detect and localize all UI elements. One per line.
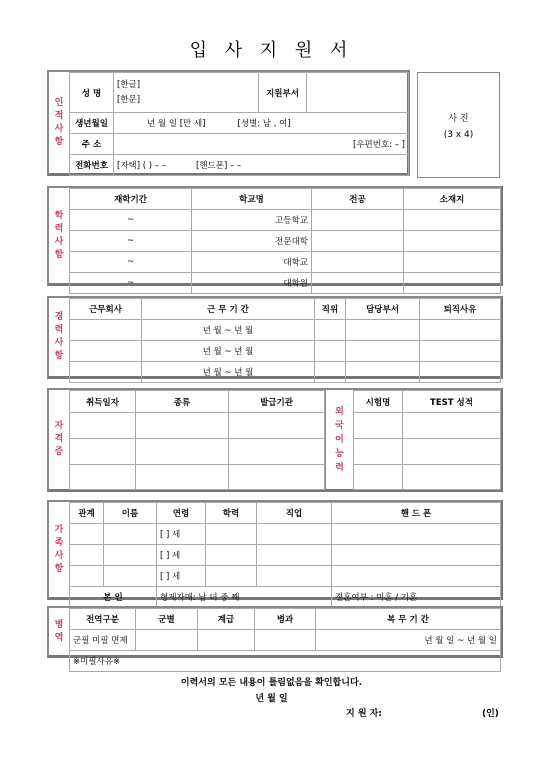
side-char: 증: [54, 447, 64, 457]
phone-field[interactable]: [자택] ( ) – – [핸드폰] – –: [114, 155, 409, 176]
side-char: 역: [54, 632, 64, 643]
side-char: 가: [54, 524, 64, 535]
form-cell[interactable]: [315, 362, 346, 383]
address-field[interactable]: [우편번호: – ]: [114, 134, 409, 155]
side-char: 병: [54, 619, 64, 630]
career-period[interactable]: 년 월 ~ 년 월: [142, 320, 315, 341]
side-char: 국: [335, 420, 344, 431]
lang-header-score: TEST 성적: [403, 391, 501, 413]
photo-box[interactable]: 사 진 (3 x 4): [417, 72, 500, 178]
side-char: 력: [54, 325, 64, 335]
form-cell[interactable]: [404, 210, 501, 231]
form-cell[interactable]: [346, 362, 420, 383]
family-section: [47, 500, 503, 603]
form-cell[interactable]: [229, 465, 325, 490]
gender-field: [성별: 남 , 여]: [237, 119, 291, 129]
form-cell[interactable]: [257, 545, 332, 566]
form-cell[interactable]: [315, 341, 346, 362]
form-cell[interactable]: [206, 566, 257, 587]
military-header-period: 복 무 기 간: [316, 609, 501, 630]
birth-label: 생년월일: [70, 113, 114, 134]
military-header-branch: 군별: [136, 609, 198, 630]
form-cell[interactable]: [312, 231, 404, 252]
family-side-label: [49, 502, 70, 597]
family-header-name: 이름: [104, 503, 157, 524]
career-header-reason: 퇴직사유: [420, 299, 501, 320]
form-cell[interactable]: [136, 630, 198, 651]
edu-header-location: 소재지: [404, 189, 501, 210]
marriage-field[interactable]: 결혼여부 : 미혼 / 기혼: [332, 587, 501, 608]
edu-header-period: 재학기간: [70, 189, 192, 210]
family-header-education: 학력: [206, 503, 257, 524]
career-period[interactable]: 년 월 ~ 년 월: [142, 362, 315, 383]
side-char: 어: [335, 434, 344, 445]
form-cell[interactable]: [229, 439, 325, 465]
form-cell[interactable]: [257, 566, 332, 587]
education-section: [47, 186, 503, 289]
career-header-dept: 담당부서: [346, 299, 420, 320]
language-side-label: [325, 390, 354, 489]
edu-period[interactable]: ~: [70, 231, 192, 252]
form-cell[interactable]: [255, 630, 316, 651]
form-cell[interactable]: [403, 413, 501, 439]
form-cell[interactable]: [420, 341, 501, 362]
form-cell[interactable]: [354, 413, 403, 439]
family-self-label: 본 인: [70, 587, 157, 608]
form-cell[interactable]: [70, 545, 104, 566]
form-cell[interactable]: [332, 566, 501, 587]
family-age[interactable]: [ ] 세: [157, 545, 206, 566]
family-header-age: 연령: [157, 503, 206, 524]
career-side-label: [49, 298, 70, 376]
form-cell[interactable]: [404, 252, 501, 273]
confirm-statement: 이력서의 모든 내용이 틀림없음을 확인합니다.: [180, 678, 363, 688]
form-cell[interactable]: [420, 362, 501, 383]
form-cell[interactable]: [403, 439, 501, 465]
form-cell[interactable]: [315, 320, 346, 341]
military-header-specialty: 병과: [255, 609, 316, 630]
edu-period[interactable]: ~: [70, 210, 192, 231]
form-cell[interactable]: [104, 566, 157, 587]
career-period[interactable]: 년 월 ~ 년 월: [142, 341, 315, 362]
form-cell[interactable]: [312, 273, 404, 294]
edu-school[interactable]: 대학원: [192, 273, 312, 294]
side-char: 력: [54, 223, 64, 234]
license-header-type: 종류: [136, 391, 229, 413]
military-type-options[interactable]: 군필 미필 면제: [70, 630, 136, 651]
form-cell[interactable]: [70, 320, 142, 341]
side-char: 항: [54, 563, 64, 574]
form-cell[interactable]: [346, 320, 420, 341]
form-cell[interactable]: [346, 341, 420, 362]
form-cell[interactable]: [104, 545, 157, 566]
edu-school[interactable]: 대학교: [192, 252, 312, 273]
side-char: 격: [54, 434, 64, 444]
side-char: 력: [335, 462, 344, 473]
address-label: 주 소: [70, 134, 114, 155]
side-char: 사: [54, 550, 64, 561]
license-header-date: 취득일자: [70, 391, 136, 413]
form-cell[interactable]: [104, 524, 157, 545]
military-header-type: 전역구분: [70, 609, 136, 630]
side-char: 경: [54, 312, 64, 322]
siblings-field[interactable]: 형제자매: 남 녀 중 째: [157, 587, 332, 608]
form-cell[interactable]: [70, 362, 142, 383]
side-char: 항: [54, 249, 64, 260]
side-char: 항: [54, 136, 64, 147]
career-header-period: 근 무 기 간: [142, 299, 315, 320]
form-cell[interactable]: [206, 545, 257, 566]
form-cell[interactable]: [70, 465, 136, 490]
career-section: [47, 296, 503, 379]
form-cell[interactable]: [70, 566, 104, 587]
form-cell[interactable]: [332, 524, 501, 545]
family-age[interactable]: [ ] 세: [157, 524, 206, 545]
phone-label: 전화번호: [70, 155, 114, 176]
side-char: 적: [54, 110, 64, 121]
form-cell[interactable]: [420, 320, 501, 341]
personal-section: [47, 70, 410, 176]
signature-date[interactable]: 년 월 일: [255, 694, 288, 704]
side-char: 사: [54, 338, 64, 348]
edu-period[interactable]: ~: [70, 252, 192, 273]
form-cell[interactable]: [70, 439, 136, 465]
dept-label: 지원부서: [259, 73, 307, 113]
seal-mark[interactable]: (인): [482, 709, 499, 719]
form-cell[interactable]: [70, 341, 142, 362]
form-cell[interactable]: [136, 413, 229, 439]
military-section: [47, 606, 503, 667]
side-char: 사: [54, 123, 64, 134]
side-char: 인: [54, 97, 64, 108]
form-cell[interactable]: [332, 545, 501, 566]
side-char: 족: [54, 537, 64, 548]
form-cell[interactable]: [354, 439, 403, 465]
form-cell[interactable]: [198, 630, 255, 651]
edu-school[interactable]: 전문대학: [192, 231, 312, 252]
personal-side-label: [49, 72, 70, 173]
family-age[interactable]: [ ] 세: [157, 566, 206, 587]
career-header-position: 직위: [315, 299, 346, 320]
military-header-rank: 계급: [198, 609, 255, 630]
form-cell[interactable]: [354, 465, 403, 490]
license-side-label: [49, 390, 70, 489]
edu-school[interactable]: 고등학교: [192, 210, 312, 231]
form-cell[interactable]: [312, 210, 404, 231]
form-cell[interactable]: [206, 524, 257, 545]
side-char: 능: [335, 448, 344, 459]
education-side-label: [49, 188, 70, 283]
family-header-relation: 관계: [70, 503, 104, 524]
military-exempt-reason[interactable]: ※미필사유※: [70, 651, 501, 672]
license-header-issuer: 발급기관: [229, 391, 325, 413]
form-cell[interactable]: [136, 465, 229, 490]
form-cell[interactable]: [70, 524, 104, 545]
edu-header-school: 학교명: [192, 189, 312, 210]
military-period[interactable]: 년 월 일 ~ 년 월 일: [316, 630, 501, 651]
edu-period[interactable]: ~: [70, 273, 192, 294]
side-char: 학: [54, 210, 64, 221]
page-title: 입 사 지 원 서: [189, 40, 354, 61]
applicant-label: 지 원 자:: [346, 709, 382, 719]
form-cell[interactable]: [403, 465, 501, 490]
form-cell[interactable]: [312, 252, 404, 273]
birth-field[interactable]: 년 월 일 [만 세] [성별: 남 , 여]: [114, 113, 409, 134]
name-field[interactable]: [한글] [한문]: [114, 73, 259, 113]
side-char: 외: [335, 406, 344, 417]
military-side-label: [49, 608, 70, 655]
side-char: 항: [54, 351, 64, 361]
form-cell[interactable]: [404, 273, 501, 294]
family-header-phone: 핸 드 폰: [332, 503, 501, 524]
side-char: 사: [54, 236, 64, 247]
edu-header-major: 전공: [312, 189, 404, 210]
family-header-job: 직업: [257, 503, 332, 524]
form-cell[interactable]: [136, 439, 229, 465]
form-cell[interactable]: [229, 413, 325, 439]
form-cell[interactable]: [70, 413, 136, 439]
dept-field[interactable]: [307, 73, 409, 113]
side-char: 자: [54, 421, 64, 431]
name-label: 성 명: [70, 73, 114, 113]
career-header-company: 근무회사: [70, 299, 142, 320]
form-cell[interactable]: [404, 231, 501, 252]
license-section: [47, 388, 503, 492]
lang-header-test: 시험명: [354, 391, 403, 413]
form-cell[interactable]: [257, 524, 332, 545]
